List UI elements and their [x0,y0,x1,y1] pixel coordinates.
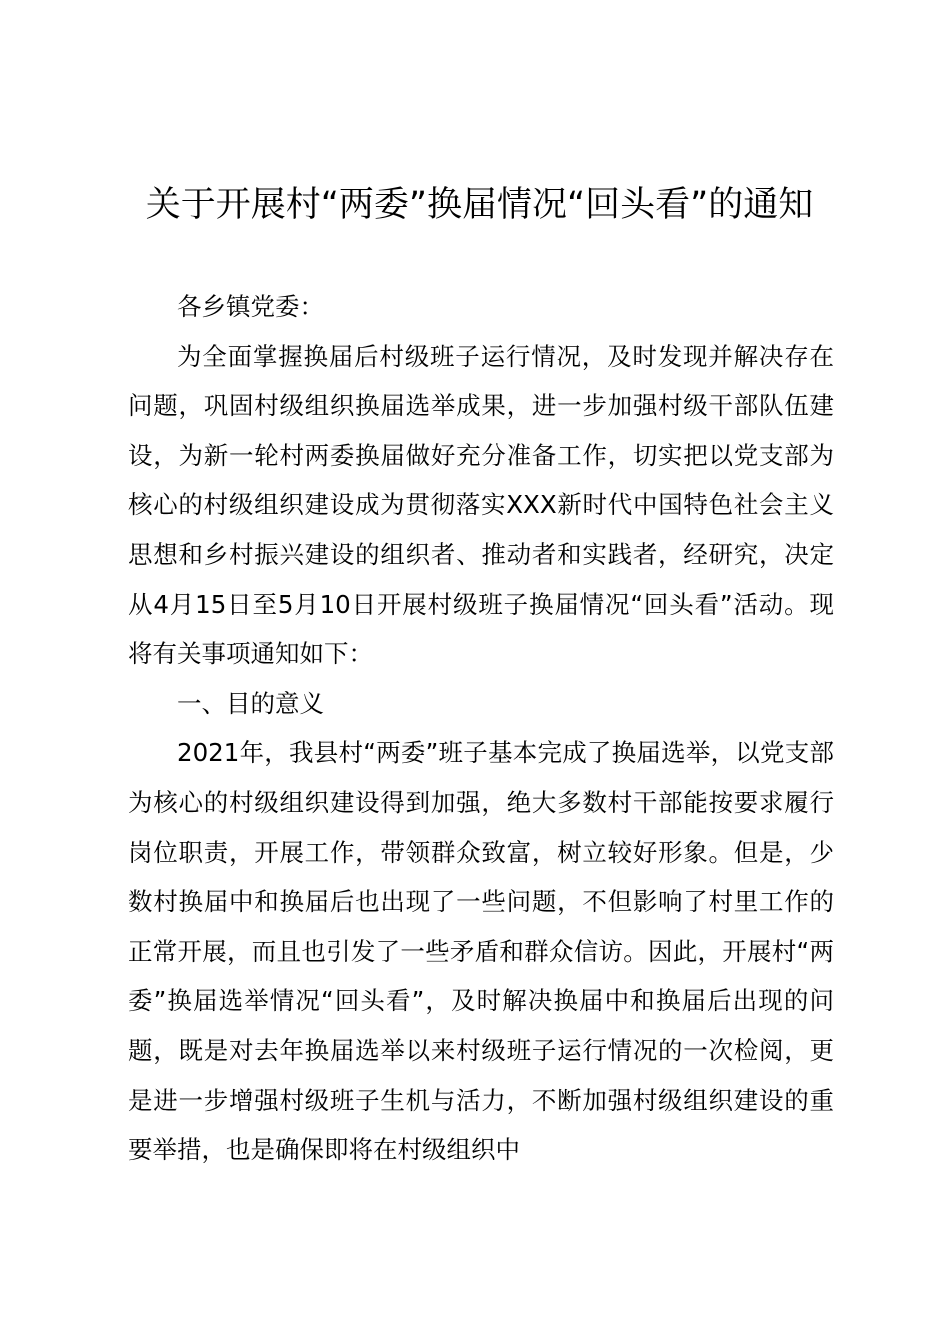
section-heading-purpose: 一、目的意义 [177,688,324,718]
document-body [128,282,834,1175]
paragraph-intro: 为全面掌握换届后村级班子运行情况，及时发现并解决存在问题，巩固村级组织换届选举成果，进一步加强村级干部队伍建设，为新一轮村两委换届做好充分准备工作，切实把以党支部为核心的村级组织建设成为贯彻落实XXX新时代中国特色社会主义思想和乡村振兴建设的组织者、推动者和实践者，经研究，决定从4月15日至5月10日开展村级班子换届情况“回头看”活动。现将有关事项通知如下： [128,341,834,669]
document-title: 关于开展村“两委”换届情况“回头看”的通知 [145,185,814,225]
paragraph-purpose: 2021年，我县村“两委”班子基本完成了换届选举，以党支部为核心的村级组织建设得到加强，绝大多数村干部能按要求履行岗位职责，开展工作，带领群众致富，树立较好形象。但是，少数村换届中和换届后也出现了一些问题，不但影响了村里工作的正常开展，而且也引发了一些矛盾和群众信访。因此，开展村“两委”换届选举情况“回头看”，及时解决换届中和换届后出现的问题，既是对去年换届选举以来村级班子运行情况的一次检阅，更是进一步增强村级班子生机与活力，不断加强村级组织建设的重要举措，也是确保即将在村级组织中 [128,738,834,1165]
salutation: 各乡镇党委： [177,292,324,321]
